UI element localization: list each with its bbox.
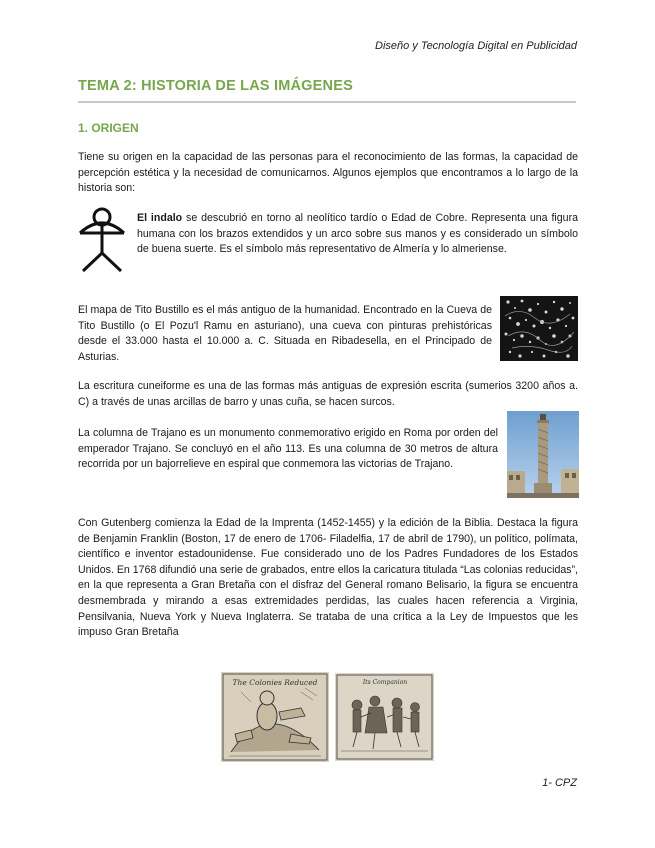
indalo-term: El indalo xyxy=(137,212,183,224)
intro-paragraph: Tiene su origen en la capacidad de las personas para el reconocimiento de las formas, la capacidad de percepción estética y la necesidad de comunicarnos. Algunos ejemplos que encontramos a lo largo de la historia son: xyxy=(78,151,578,195)
indalo-text: se descubrió en torno al neolítico tardío o Edad de Cobre. Representa una figura humana con los brazos extendidos y un arco sobre sus manos y es considerado un símbolo de buena suerte. Es el símbolo más representativo de Almería y lo almeriense. xyxy=(137,212,578,256)
tito-bustillo-paragraph: El mapa de Tito Bustillo es el más antiguo de la humanidad. Encontrado en la Cueva de Tito Bustillo (o El Pozu'l Ramu en asturiano), una cueva con pinturas prehistóricas desde el 33.000 hasta el 10.000 a. C. Situada en Ribadesella, en el Principado de Asturias. xyxy=(78,304,492,363)
title-divider xyxy=(78,101,576,103)
indalo-figure xyxy=(77,207,127,275)
trajan-column-paragraph: La columna de Trajano es un monumento conmemorativo erigido en Roma por orden del emperador Trajano. Se concluyó en el año 113. Es una columna de 30 metros de altura recorrida por un bajorrelieve en espiral que conmemora las victorias de Trajano. xyxy=(78,427,498,471)
trajan-column-image xyxy=(507,411,579,498)
section-heading: 1. ORIGEN xyxy=(78,121,139,135)
indalo-paragraph xyxy=(137,211,578,258)
cartoon2-caption: Its Companion xyxy=(362,679,408,686)
gutenberg-paragraph: Con Gutenberg comienza la Edad de la Imprenta (1452-1455) y la edición de la Biblia. Destaca la figura de Benjamin Franklin (Boston, 17 de enero de 1706- Filadelfia, 17 de abril de 1790), un político, polímata, científico e inventor estadounidense. Fue considerado uno de los Padres Fundadores de los Estados Unidos. En 1768 difundió una serie de grabados, entre ellos la caricatura titulada “Las colonias reducidas”, en la que representa a Gran Bretaña con el disfraz del General romano Belisario, la figura se encuentra desmembrada y mirando a esas extremidades perdidas, las cuales hacen referencia a Virginia, Pensilvania, Nueva York y Nueva Inglaterra. Se trataba de una crítica a la Ley de Impuestos que les impuso Gran Bretaña xyxy=(78,517,578,639)
tito-bustillo-map-image xyxy=(500,296,578,361)
running-header: Diseño y Tecnología Digital en Publicidad xyxy=(375,40,577,52)
colonies-reduced-cartoon-image xyxy=(221,672,329,762)
page-title: TEMA 2: HISTORIA DE LAS IMÁGENES xyxy=(78,78,353,94)
companion-cartoon-image xyxy=(335,673,434,761)
cuneiform-paragraph: La escritura cuneiforme es una de las formas más antiguas de expresión escrita (sumerios 3200 años a. C) a través de unas arcillas de barro y unas cuña, se hacen surcos. xyxy=(78,380,578,408)
cartoon1-caption: The Colonies Reduced xyxy=(232,678,318,687)
page-footer: 1- CPZ xyxy=(542,777,577,789)
